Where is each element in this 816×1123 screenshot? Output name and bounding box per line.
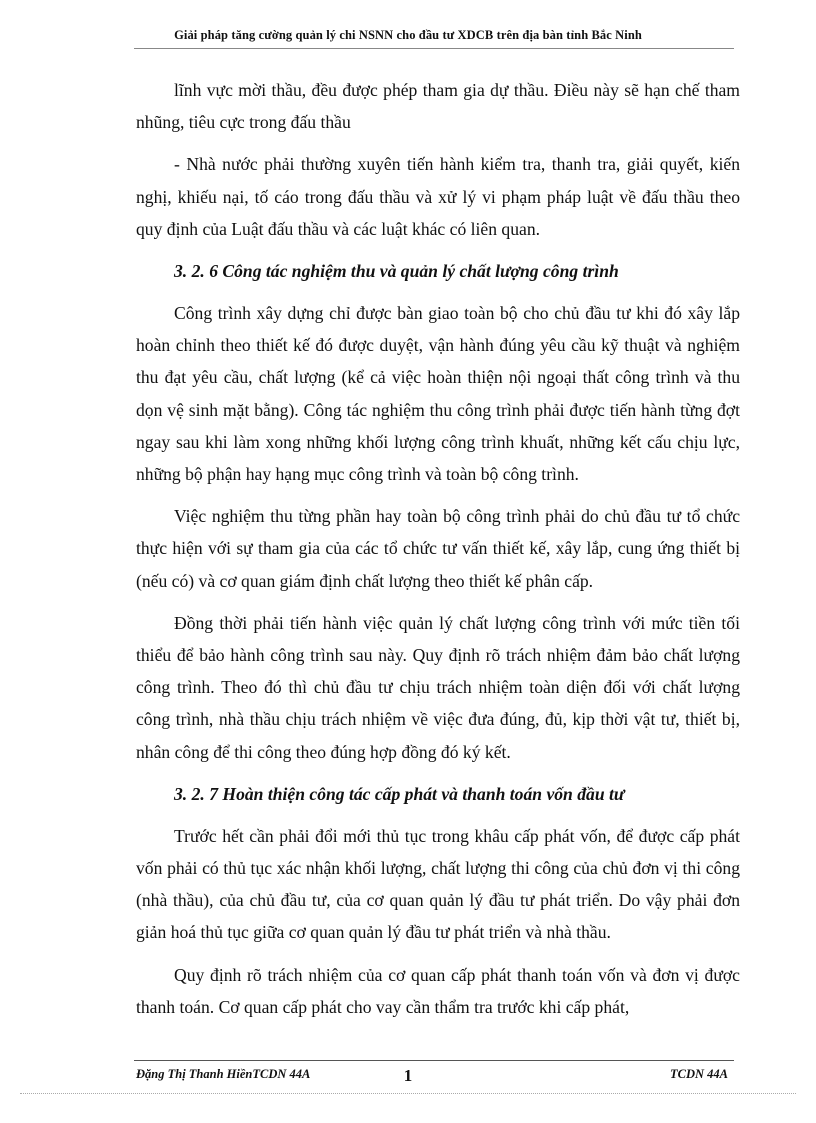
paragraph-1: lĩnh vực mời thầu, đều được phép tham gia dự thầu. Điều này sẽ hạn chế tham nhũng, tiêu cực trong đấu thầu [136, 80, 740, 133]
document-body [136, 74, 740, 1033]
paragraph-5: Đồng thời phải tiến hành việc quản lý chất lượng công trình với mức tiền tối thiểu để bảo hành công trình sau này. Quy định rõ trách nhiệm đảm bảo chất lượng công trình. Theo đó thì chủ đầu tư chịu trách nhiệm toàn diện đối với chất lượng công trình, nhà thầu chịu trách nhiệm về việc đưa đúng, đủ, kịp thời vật tư, thiết bị, nhân công để thi công theo đúng hợp đồng đó ký kết. [136, 612, 740, 762]
running-header: Giải pháp tăng cường quản lý chi NSNN cho đầu tư XDCB trên địa bàn tỉnh Bắc Ninh [174, 28, 642, 42]
paragraph-4: Việc nghiệm thu từng phần hay toàn bộ công trình phải do chủ đầu tư tổ chức thực hiện với sự tham gia của các tổ chức tư vấn thiết kế, xây lắp, cung ứng thiết bị (nếu có) và cơ quan giám định chất lượng theo thiết kế phân cấp. [136, 506, 740, 591]
paragraph-7: Quy định rõ trách nhiệm của cơ quan cấp phát thanh toán vốn và đơn vị được thanh toán. Cơ quan cấp phát cho vay cần thẩm tra trước khi cấp phát, [136, 964, 740, 1017]
header-divider [134, 48, 734, 49]
page-bottom-border [20, 1093, 796, 1094]
paragraph-6: Trước hết cần phải đổi mới thủ tục trong khâu cấp phát vốn, để được cấp phát vốn phải có thủ tục xác nhận khối lượng, chất lượng thi công của chủ đơn vị thi công (nhà thầu), của chủ đầu tư, của cơ quan quản lý đầu tư phát triển. Do vậy phải đơn giản hoá thủ tục giữa cơ quan quản lý đầu tư phát triển và nhà thầu. [136, 825, 740, 943]
page-number: 1 [403, 1066, 413, 1085]
footer-divider [134, 1060, 734, 1061]
section-heading-3-2-7: 3. 2. 7 Hoàn thiện công tác cấp phát và thanh toán vốn đầu tư [174, 783, 625, 804]
footer-class-code: TCDN 44A [670, 1067, 728, 1081]
paragraph-2: - Nhà nước phải thường xuyên tiến hành kiểm tra, thanh tra, giải quyết, kiến nghị, khiếu nại, tố cáo trong đấu thầu và xử lý vi phạm pháp luật về đấu thầu theo quy định của Luật đấu thầu và các luật khác có liên quan. [136, 154, 740, 239]
footer-author: Đặng Thị Thanh HiềnTCDN 44A [136, 1067, 311, 1081]
section-heading-3-2-6: 3. 2. 6 Công tác nghiệm thu và quản lý chất lượng công trình [174, 261, 619, 282]
paragraph-3: Công trình xây dựng chỉ được bàn giao toàn bộ cho chủ đầu tư khi đó xây lắp hoàn chỉnh theo thiết kế đó được duyệt, vận hành đúng yêu cầu kỹ thuật và nghiệm thu đạt yêu cầu, chất lượng (kể cả việc hoàn thiện nội ngoại thất công trình và thu dọn vệ sinh mặt bằng). Công tác nghiệm thu công trình phải được tiến hành từng đợt ngay sau khi làm xong những khối lượng công trình khuất, những kết cấu chịu lực, những bộ phận hay hạng mục công trình và toàn bộ công trình. [136, 303, 740, 485]
